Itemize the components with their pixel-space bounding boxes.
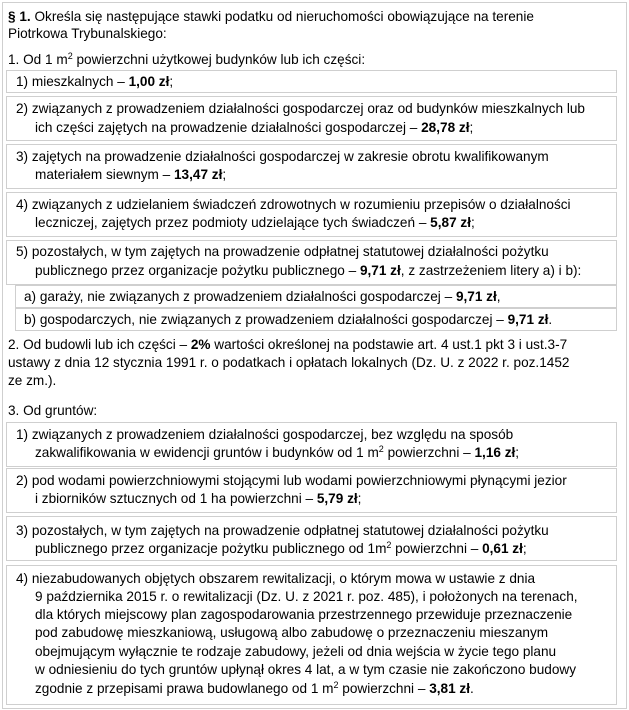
section-2-line2: ustawy z dnia 12 stycznia 1991 r. o podatkach i opłatach lokalnych (Dz. U. z 2022 r. poz.1452 — [8, 355, 570, 370]
s3-item-4-line2: 9 października 2015 r. o rewitalizacji (Dz. U. z 2021 r. poz. 485), i położonych na terenach, — [35, 589, 578, 604]
paragraph-header-line2: Piotrkowa Trybunalskiego: — [8, 26, 167, 41]
section-3-title: 3. Od gruntów: — [8, 403, 98, 418]
s1-item-4-line2: leczniczej, zajętych przez podmioty udzielające tych świadczeń – 5,87 zł; — [35, 215, 475, 230]
s1-item-2-line2: ich części zajętych na prowadzenie działalności gospodarczej – 28,78 zł; — [35, 120, 474, 135]
s1-item-5a: a) garaży, nie związanych z prowadzeniem działalności gospodarczej – 9,71 zł, — [24, 289, 501, 304]
s3-item-3-line2: publicznego przez organizacje pożytku publicznego od $1m^2$ powierzchni – 0,61 zł; — [35, 540, 527, 556]
paragraph-header-line1: § 1. Określa się następujące stawki podatku od nieruchomości obowiązujące na terenie — [8, 9, 534, 24]
rate: 0,61 zł — [482, 541, 523, 556]
s3-item-4-line4: pod zabudowę mieszkaniową, usługową albo zabudowę o przeznaczeniu mieszanym — [35, 625, 549, 640]
s1-item-2-line1: 2) związanych z prowadzeniem działalności gospodarczej oraz od budynków mieszkalnych lub — [16, 101, 585, 116]
rate: 1,16 zł — [474, 445, 516, 460]
s3-item-2-line2: i zbiorników sztucznych od 1 ha powierzchni – 5,79 zł; — [35, 491, 362, 506]
rate: 9,71 zł — [359, 263, 401, 278]
rate: 5,87 zł — [430, 215, 471, 230]
s1-item-3-line1: 3) zajętych na prowadzenie działalności gospodarczej w zakresie obrotu kwalifikowanym — [16, 149, 549, 164]
s1-item-5-line1: 5) pozostałych, w tym zajętych na prowadzenie odpłatnej statutowej działalności pożytku — [16, 244, 549, 259]
section-number: § 1. — [8, 9, 31, 24]
s3-item-4-line6: w odniesieniu do tych gruntów upłynął okres 4 lat, a w tym czasie nie zakończono budowy — [35, 662, 577, 677]
s3-item-2-line1: 2) pod wodami powierzchniowymi stojącymi lub wodami powierzchniowymi płynącymi jezior — [16, 473, 567, 488]
s1-item-4-line1: 4) związanych z udzielaniem świadczeń zdrowotnych w rozumieniu przepisów o działalności — [16, 197, 571, 212]
rate: 2% — [190, 337, 211, 352]
rate: 3,81 zł — [429, 681, 470, 696]
section-2-line1: 2. Od budowli lub ich części – 2% wartości określonej na podstawie art. 4 ust.1 pkt 3 i ust.3-7 — [8, 337, 568, 352]
section-2-line3: ze zm.). — [8, 373, 57, 388]
s1-item-5b: b) gospodarczych, nie związanych z prowadzeniem działalności gospodarczej – 9,71 zł. — [24, 312, 553, 327]
s3-item-1-line1: 1) związanych z prowadzeniem działalności gospodarczej, bez względu na sposób — [16, 427, 514, 442]
s3-item-4-line5: obejmującym wyłącznie te rodzaje zabudowy, jeżeli od dnia wejścia w życie tego planu — [35, 644, 557, 659]
s3-item-4-line3: dla których miejscowy plan zagospodarowania przestrzennego przewiduje przeznaczenie — [35, 607, 573, 622]
rate: 9,71 zł — [455, 289, 497, 304]
rate: 9,71 zł — [507, 312, 549, 327]
rate: 1,00 zł — [128, 74, 170, 89]
rate: 5,79 zł — [316, 491, 358, 506]
section-1-title: 1. Od 1 $m^2$ powierzchni użytkowej budynków lub ich części: — [8, 51, 366, 67]
s3-item-4-line1: 4) niezabudowanych objętych obszarem rewitalizacji, o którym mowa w ustawie z dnia — [16, 571, 536, 586]
s1-item-3-line2: materiałem siewnym – 13,47 zł; — [35, 167, 227, 182]
s3-item-1-line2: zakwalifikowania w ewidencji gruntów i budynków od 1 $m^2$ powierzchni – 1,16 zł; — [35, 444, 520, 460]
rate: 13,47 zł — [174, 167, 223, 182]
rate: 28,78 zł — [421, 120, 470, 135]
s3-item-4-line7: zgodnie z przepisami prawa budowlanego od 1 $m^2$ powierzchni – 3,81 zł. — [35, 680, 474, 696]
s3-item-3-line1: 3) pozostałych, w tym zajętych na prowadzenie odpłatnej statutowej działalności pożytku — [16, 523, 549, 538]
s1-item-5-line2: publicznego przez organizacje pożytku publicznego – 9,71 zł, z zastrzeżeniem litery a) i b): — [35, 263, 582, 278]
s1-item-1: 1) mieszkalnych – 1,00 zł; — [16, 74, 174, 89]
